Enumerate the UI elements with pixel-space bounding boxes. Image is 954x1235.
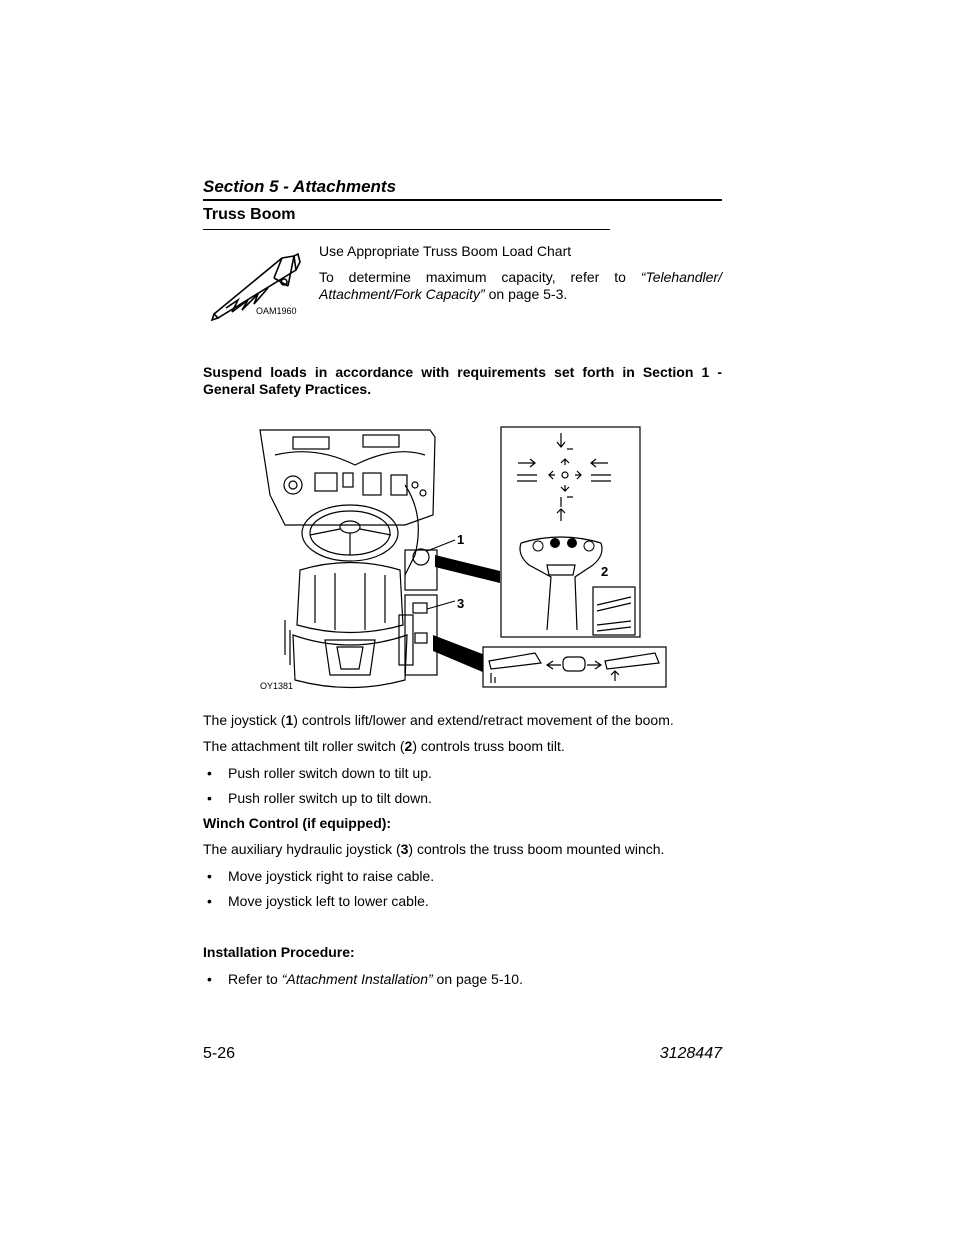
section-divider [203,199,722,201]
subsection-title: Truss Boom [203,206,296,223]
capacity-paragraph [319,269,722,303]
install-reference-link[interactable]: “Attachment Installation” [281,971,433,987]
list-item-text [228,971,523,988]
joystick-paragraph [203,712,674,729]
figure-label-oy: OY1381 [260,681,294,691]
joystick-text-post: ) controls lift/lower and extend/retract movement of the boom. [293,712,674,728]
winch-paragraph [203,841,664,858]
figure-label-oam: OAM1960 [256,306,297,316]
bullet-glyph: • [207,893,212,909]
safety-warning: Suspend loads in accordance with requirements set forth in Section 1 - General Safety Practices. [203,364,722,397]
tilt-text-pre: The attachment tilt roller switch ( [203,738,405,754]
cab-controls-figure [255,425,670,695]
list-item-text: Push roller switch down to tilt up. [228,765,432,781]
joystick-text-pre: The joystick ( [203,712,286,728]
callout-1: 1 [457,532,465,547]
installation-heading: Installation Procedure: [203,944,355,960]
page-number: 5-26 [203,1045,236,1062]
subsection-divider [203,229,610,230]
capacity-reference-link[interactable]: “Telehandler/ Attachment/Fork Capacity” [319,269,722,302]
section-title: Section 5 - Attachments [203,177,397,196]
tilt-callout-num: 2 [404,738,413,754]
winch-callout-num: 3 [400,841,409,857]
document-number: 3128447 [659,1045,722,1062]
install-text-post: on page 5-10. [432,971,523,987]
list-item-text: Push roller switch up to tilt down. [228,790,432,806]
install-text-pre: Refer to [228,971,282,987]
winch-heading: Winch Control (if equipped): [203,815,392,831]
bullet-glyph: • [207,765,212,781]
bullet-glyph: • [207,790,212,806]
bullet-glyph: • [207,868,212,884]
joystick-callout-num: 1 [285,712,294,728]
tilt-paragraph [203,738,565,755]
callout-2: 2 [601,564,609,579]
capacity-text-pre: To determine maximum capacity, refer to [319,269,641,285]
capacity-text-post: on page 5-3. [484,286,568,302]
winch-text-post: ) controls the truss boom mounted winch. [408,841,665,857]
bullet-glyph: • [207,971,212,987]
load-chart-title: Use Appropriate Truss Boom Load Chart [319,243,572,259]
tilt-text-post: ) controls truss boom tilt. [412,738,565,754]
winch-text-pre: The auxiliary hydraulic joystick ( [203,841,401,857]
list-item-text: Move joystick left to lower cable. [228,893,429,909]
callout-3: 3 [457,596,465,611]
list-item-text: Move joystick right to raise cable. [228,868,435,884]
